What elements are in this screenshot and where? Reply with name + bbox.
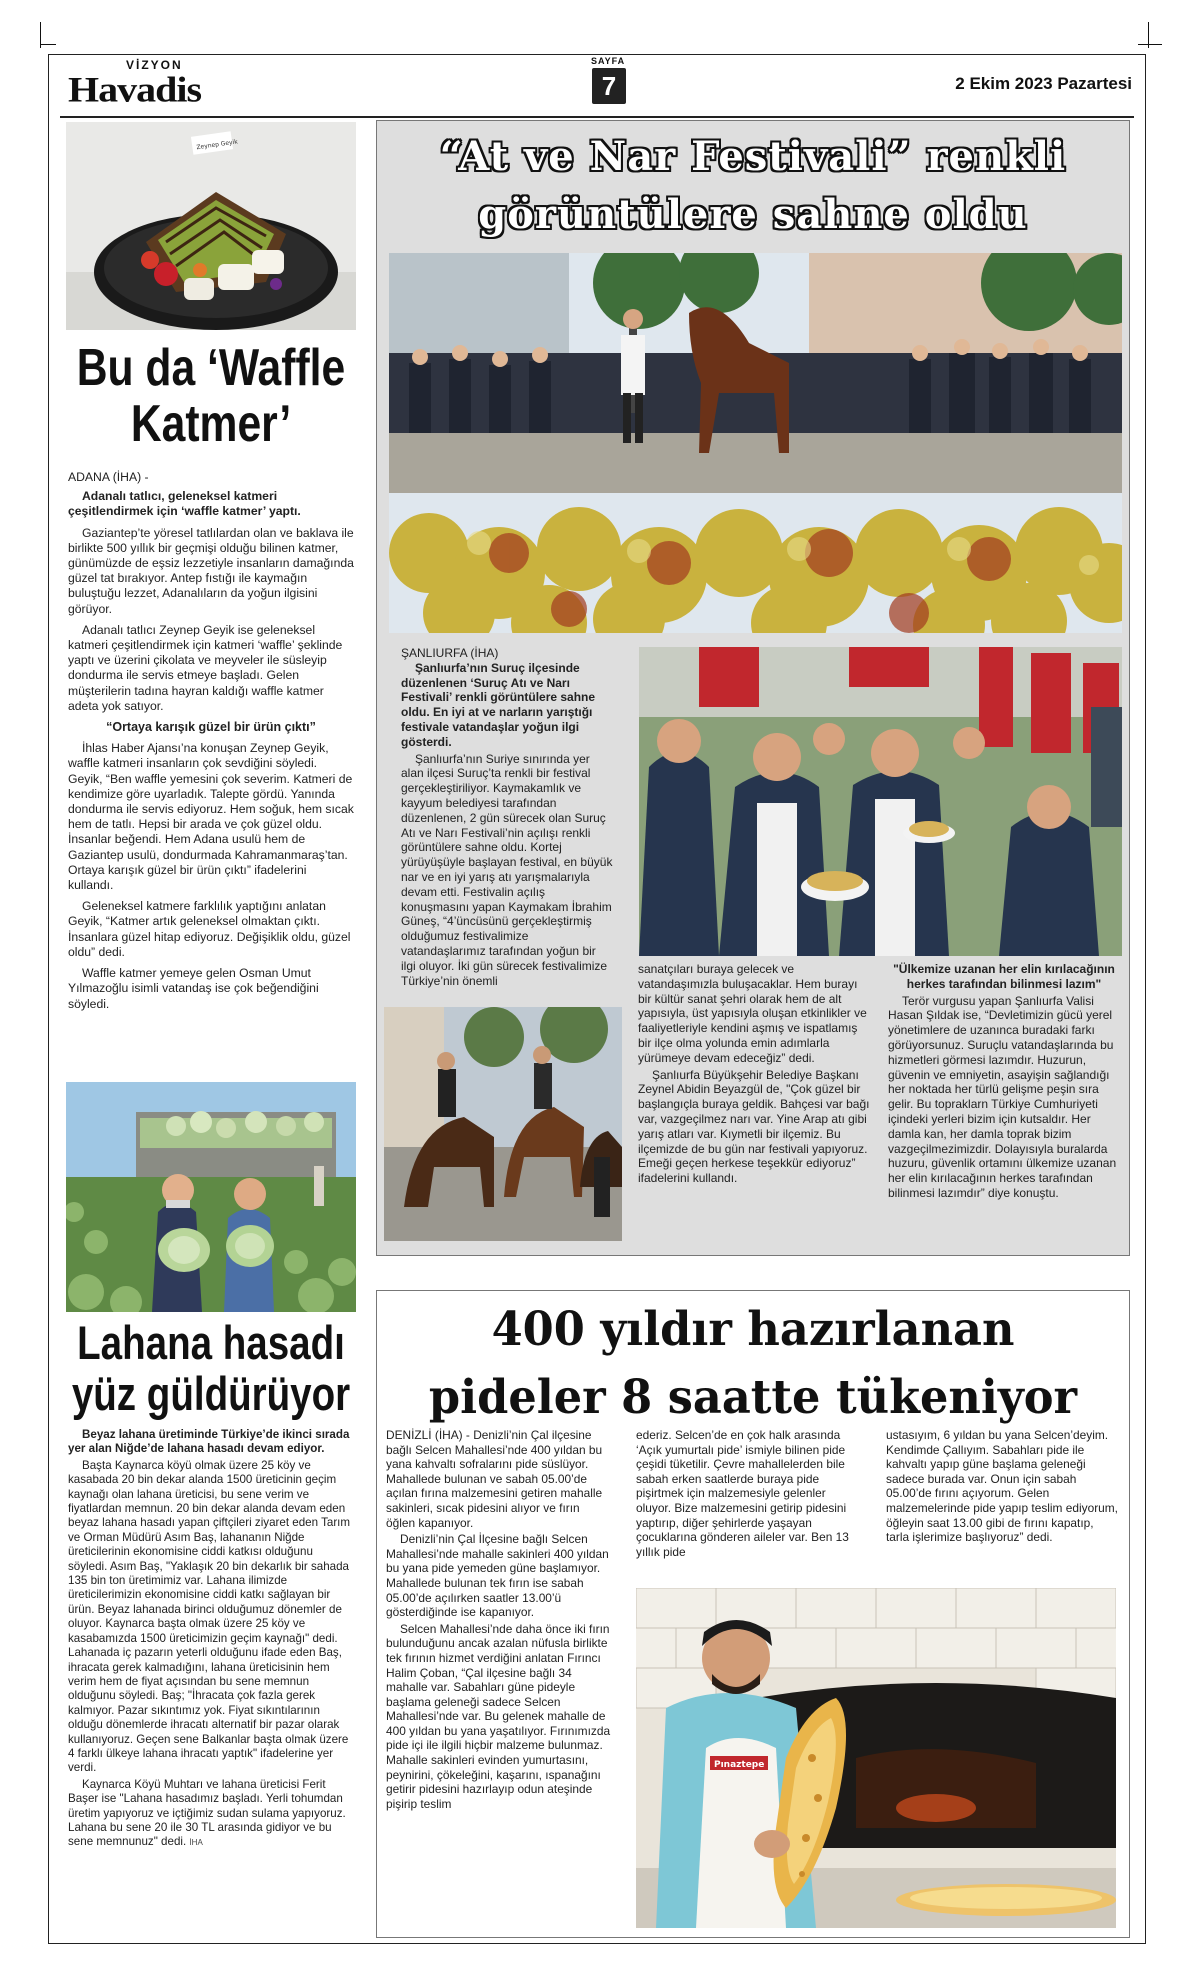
festival-riders-photo [384, 1007, 622, 1241]
plate-label: Zeynep Geyik [196, 138, 239, 152]
pide-col2 [636, 1428, 862, 1559]
waffle-lead: Adanalı tatlıcı, geleneksel katmeri çeşitlendirmek için ‘waffle katmer’ yaptı. [68, 489, 301, 519]
masthead-rule [60, 116, 1134, 118]
logo-title: Havadis [68, 69, 202, 110]
pide-paragraph: Denizli’nin Çal ilçesine bağlı Selcen Mahallesi’nde 400 yıldan bu yana kahvaltı sofralarını pide süslüyor. Mahallede bulunan ve sabah 05.00’de açılan fırına malzemesini getiren mahalle sakinleri, sıcak pidesini alıyor ve fırın öğlen kapanıyor. [386, 1428, 603, 1530]
pide-paragraph: Selcen Mahallesi’nde daha önce iki fırın bulunduğunu ancak azalan nüfusla birlikte tek fırının hizmet verdiğini anlatan Fırıncı Halim Çoban, “Çal ilçesine bağlı 34 mahalle var. Sabahları güne pideyle başlama geleneği sadece Selcen Mahallesi’nde var. Bu gelenek mahalle de 400 yıldan bu yana yaşatılıyor. Fırınımızda pide içi ile ilgili hiçbir malzeme bulunmaz. Mahalle sakinleri evinden yumurtasını, peynirini, çökeleğini, kaşarını, ıspanağını getirir pidesini hazırlayıp odun ateşinde pişirip teslim [386, 1621, 611, 1811]
waffle-body [68, 470, 354, 1018]
cabbage-headline [71, 1318, 351, 1420]
cabbage-lead: Beyaz lahana üretiminde Türkiye’de ikinci sırada yer alan Niğde’de lahana hasadı devam ediyor. [68, 1428, 350, 1456]
waffle-subhead: “Ortaya karışık güzel bir ürün çıktı” [106, 720, 316, 735]
page-label: SAYFA [591, 56, 626, 66]
waffle-paragraph: Geleneksel katmere farklılık yaptığını anlatan Geyik, “Katmer artık geleneksel olmaktan çıktı. İnsanlara güzel hitap ediyoruz. Değişiklik oldu, güzel oldu” dedi. [68, 899, 351, 959]
festival-paragraph: Şanlıurfa Büyükşehir Belediye Başkanı Zeynel Abidin Beyazgül de, "Çok güzel bir başlangıçla buraya geldik. Bahçesi var bağı var, vazgeçilmez narı var. Yine Arap atı gibi yarış atları var. Kıymetli bir ilçemiz. Bu ilçemizde de bu gün nar festivali yapıyoruz. Emeği geçen herkese teşekkür ediyoruz” ifadelerini kullandı. [638, 1067, 870, 1186]
cabbage-headline-line2: yüz güldürüyor [71, 1366, 351, 1420]
pide-dateline: DENİZLİ (İHA) - [386, 1428, 470, 1442]
crop-mark [40, 44, 56, 45]
waffle-headline-line1: Bu da ‘Waffle [76, 339, 346, 397]
festival-headline [376, 128, 1130, 244]
page-number: 7 [592, 68, 626, 104]
waffle-headline [71, 340, 351, 452]
cabbage-headline-line1: Lahana hasadı [77, 1316, 345, 1369]
masthead-logo[interactable] [68, 56, 258, 110]
waffle-paragraph: Gaziantep’te yöresel tatlılardan olan ve baklava ile birlikte 500 yıllık bir geçmişi olduğu bilinen katmer, günümüzde de eşsiz lezzetiyle insanların damağında güzel tat bırakıyor. Antep fıstığı ile kaymağın buluştuğu lezzet, Adanalıların da yoğun ilgisini görüyor. [68, 525, 354, 616]
festival-horse-photo [389, 253, 1122, 633]
festival-col1 [401, 646, 613, 988]
festival-subhead: "Ülkemize uzanan her elin kırılacağının herkes tarafından bilinmesi lazım" [893, 962, 1115, 991]
festival-headline-line2: görüntülere sahne oldu [478, 191, 1028, 238]
waffle-headline-line2: Katmer’ [130, 395, 292, 454]
cabbage-body [68, 1428, 354, 1851]
pide-paragraph: ustasıyım, 6 yıldan bu yana Selcen’deyim. Kendimde Çallıyım. Sabahları pide ile kahvaltı yapıp güne başlama geleneği sadece burada var. Onun için sabah 05.00’de fırını açıyorum. Gelen malzemelerinde pide yapıp teslim ediyorum, öğleyin saat 13.00 gibi de fırını kapatıp, tarla işlerimize başlıyoruz” dedi. [886, 1428, 1118, 1545]
pide-paragraph: ederiz. Selcen’de en çok halk arasında ‘Açık yumurtalı pide’ ismiyle bilinen pide çeşidi tüketilir. Çevre mahallelerden bile sabah erken saatlerde buraya pide pişirtmek için malzemesiyle gelenler oluyor. Bize malzemesini getirip pidesini yaptırıp, diğer şehirlerde yaşayan çocuklarına gönderen aileler var. Ben 13 yıllık pide [636, 1428, 849, 1559]
waffle-paragraph: Adanalı tatlıcı Zeynep Geyik ise geleneksel katmeri çeşitlendirmek için katmeri ‘waffle’ şeklinde yaptı ve üzerini çikolata ve meyveler ile süsleyip dondurma ile servis etmeye başladı. Gelen müşterilerin tadına hayran kaldığı waffle katmer adeta yok satıyor. [68, 622, 343, 713]
pide-headline-line2: pideler 8 saatte tükeniyor [428, 1370, 1078, 1425]
pide-baker-photo [636, 1588, 1116, 1928]
waffle-paragraph: İhlas Haber Ajansı’na konuşan Zeynep Geyik, waffle katmeri insanların çok sevdiğini söyledi. Geyik, “Ben waffle yemesini çok severim. Katmeri de kendimize göre uyarladık. Talepte gördü. Yanında dondurma ile servis ediyoruz. Hem soğuk, hem sıcak hem de tatlı. Hepsi bir arada ve çok güzel oldu. İnsanlar beğendi. Hem Adana usulü hem de Gaziantep usulü, dondurmada Kahramanmaraş’tan. Ortaya karışık güzel bir ürün çıktı” ifadelerini kullandı. [68, 741, 354, 893]
festival-headline-line1: “At ve Nar Festivali” renkli [439, 133, 1067, 180]
cabbage-credit: İHA [189, 1838, 203, 1848]
festival-lead: Şanlıurfa’nın Suruç ilçesinde düzenlenen ‘Suruç Atı ve Narı Festivali’ renkli görüntülere sahne oldu. En iyi at ve narların yarıştığı festivale vatandaşlar yoğun ilgi gösterdi. [401, 660, 596, 749]
festival-col2 [638, 962, 870, 1188]
cabbage-photo [66, 1082, 356, 1312]
waffle-paragraph: Waffle katmer yemeye gelen Osman Umut Yılmazoğlu isimli vatandaş ise çok beğendiğini söyledi. [68, 966, 319, 1011]
festival-col3 [888, 962, 1120, 1201]
waffle-dateline: ADANA (İHA) - [68, 470, 149, 484]
pide-col1 [386, 1428, 612, 1811]
festival-officials-photo [639, 647, 1122, 956]
pide-paragraph: Denizli’nin Çal İlçesine bağlı Selcen Mahallesi’nde mahalle sakinleri 400 yıldan bu yana pide yemeden güne başlamıyor. Mahallede bulunan tek fırın ise sabah 05.00’de açılırken saatler 13.00’ü gösterdiğinde ise kapanıyor. [386, 1532, 609, 1620]
waffle-photo [66, 122, 356, 330]
festival-paragraph: sanatçıları buraya gelecek ve vatandaşımızla buluşacaklar. Hem burayı bir kültür sanat şehri olarak hem de alt yapısıyla, üst yapısıyla oluşan etkinlikler ve faaliyetleriyle kendini aşmış ve ispatlamış bir ilçe olma yolunda emin adımlarla yürümeye devam edeceğiz” dedi. [638, 962, 867, 1065]
festival-paragraph: Şanlıurfa’nın Suriye sınırında yer alan ilçesi Suruç’ta renkli bir festival gerçekleştiriliyor. Kaymakamlık ve kayyum belediyesi tarafından düzenlenen, 2 gün sürecek olan Suruç Atı ve Narı Festivali’nin açılışı renkli görüntülere sahne oldu. Kortej yürüyüşüyle başlayan festival, en büyük nar ve en iyi yarış atı yarışmalarıyla devam etti. Festivalin açılış konuşmasını yapan Kaymakam İbrahim Güneş, “4’üncüsünü gerçekleştirmiş olduğumuz festivalimize vatandaşlarımız tarafından yoğun bir ilgi oluyor. İki gün sürecek festivalimize Türkiye’nin önemli [401, 751, 613, 988]
festival-dateline: ŞANLIURFA (İHA) [401, 646, 499, 660]
pide-headline [395, 1296, 1111, 1432]
pide-col3 [886, 1428, 1118, 1545]
cabbage-paragraph: Başta Kaynarca köyü olmak üzere 25 köy ve kasabada 20 bin dekar alanda 1500 üreticinin geçim kaynağı olan lahana üreticisi, bu sene verim ve fiyatlardan memnun. 20 bin dekar alanda devam eden beyaz lahana hasadı yapan çiftçileri ziyaret eden Tarım ve Orman Müdürü Asım Baş, lahananın Niğde üreticilerinin ekonomisine ciddi katkısı olduğunu söyledi. Asım Baş, "Yaklaşık 20 bin dekarlık bir sahada 135 bin ton üretimimiz var. Lahana ilimizde üreticilerimizin ekonomisine ciddi katkı sağlayan bir ürün. Beyaz lahanada birinci olduğumuz dönemler de oluyor. Kaynarca başta olmak üzere 25 köy ve kasabamızda 1500 üreticimizin geçim kaynağı" dedi. Lahanada iç pazarın yeterli olduğunu ifade eden Baş, ihracata gerek kalmadığını, lahana üreticisinin hem verim hem de fiyat açısından bu sene memnun olduğunu söyledi. Baş; "İhracata çok fazla gerek kalmıyor. Pazar sıkıntımız yok. Fiyat sıkıntılarının olduğu dönemlerde ihracatı alternatif bir pazar olarak kullanıyoruz. Geçen sene Balkanlar başta olmak üzere 4 farklı ülkeye lahana ihracatı yaptık" ifadelerine yer verdi. [68, 1458, 351, 1775]
issue-date: 2 Ekim 2023 Pazartesi [955, 74, 1132, 93]
pide-headline-line1: 400 yıldır hazırlanan [491, 1302, 1015, 1357]
apron-text: Pınaztepe [714, 1760, 765, 1770]
cabbage-paragraph: Kaynarca Köyü Muhtarı ve lahana üreticisi Ferit Başer ise "Lahana hasadımız başladı. Yerli tohumdan üretim yapıyoruz ve içtiğimiz sudan sulama yapıyoruz. Lahana bu sene 20 ile 30 TL arasında gidiyor ve bu sene memnunuz" dedi. [68, 1777, 346, 1849]
crop-mark [1138, 44, 1162, 45]
festival-paragraph: Terör vurgusu yapan Şanlıurfa Valisi Hasan Şıldak ise, “Devletimizin gücü yerel yönetimlere de uzanınca buradaki farkı görüyorsunuz. Suruçlu vatandaşlarında bu hizmetleri görmesi lazımdır. Huzurun, güvenin ve emniyetin, asayişin sağlandığı her noktada her türlü gelişme peşin sıra gelir. Bu topraklarn Türkiye Cumhuriyeti içindeki yerleri bizim için kutsaldır. Her damla kan, her damla toprak bizim vazgeçilmezimizdir. Dolayısıyla buralarda huzuru, güvenlik ortamını ülkemize uzanan her elin kırılacağının herkes tarafından bilinmesi lazımdır” diye konuştu. [888, 993, 1117, 1200]
logo-subtitle: VİZYON [126, 58, 183, 72]
